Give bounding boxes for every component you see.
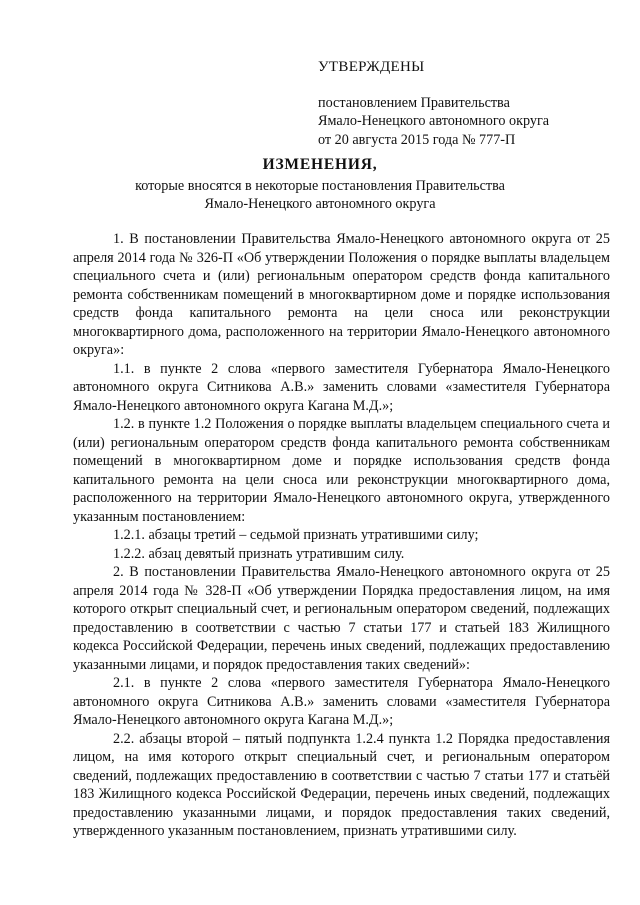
approval-line-2: Ямало-Ненецкого автономного округа: [318, 113, 550, 129]
paragraph-2-2: 2.2. абзацы второй – пятый подпункта 1.2.4 пункта 1.2 Порядка предоставления лицом, на имя которого открыт специальный счет, и региональным оператором сведений, подлежащих предоставлению в соответствии с частью 7 статьи 177 и статьёй 183 Жилищного кодекса Российской Федерации, перечень иных сведений, подлежащих предоставлению указанными лицами, и порядок предоставления таких сведений, утвержденного указанным постановлением, признать утратившими силу.: [73, 730, 610, 839]
approval-title: УТВЕРЖДЕНЫ: [318, 59, 425, 75]
document-body: [73, 230, 610, 841]
approval-line-3: от 20 августа 2015 года № 777-П: [318, 131, 516, 148]
paragraph-1-2: 1.2. в пункте 1.2 Положения о порядке выплаты владельцем специального счета и (или) региональным оператором средств фонда капитального ремонта собственникам помещений в многоквартирном доме и порядке использования средств фонда капитального ремонта на цели сноса или реконструкции многоквартирного дома, расположенного на территории Ямало-Ненецкого автономного округа, утвержденного указанным постановлением:: [73, 416, 610, 525]
paragraph-1: 1. В постановлении Правительства Ямало-Ненецкого автономного округа от 25 апреля 2014 года № 326-П «Об утверждении Положения о порядке выплаты владельцем специального счета и (или) региональным оператором средств фонда капитального ремонта собственникам помещений в многоквартирном доме и порядке использования средств фонда капитального ремонта на цели сноса или реконструкции многоквартирного дома, расположенного на территории Ямало-Ненецкого автономного округа»:: [73, 231, 610, 358]
document-subtitle-line-1: которые вносятся в некоторые постановления Правительства: [135, 177, 505, 194]
paragraph-1-1: 1.1. в пункте 2 слова «первого заместителя Губернатора Ямало-Ненецкого автономного округа Ситникова А.В.» заменить словами «заместителя Губернатора Ямало-Ненецкого автономного округа Кагана М.Д.»;: [73, 360, 610, 414]
document-subtitle-line-2: Ямало-Ненецкого автономного округа: [204, 196, 436, 212]
document-heading: [60, 156, 580, 214]
paragraph-1-2-2: 1.2.2. абзац девятый признать утратившим силу.: [113, 545, 405, 562]
paragraph-1-2-1: 1.2.1. абзацы третий – седьмой признать утратившими силу;: [113, 527, 479, 543]
approval-stamp: [318, 58, 618, 149]
document-title: ИЗМЕНЕНИЯ,: [262, 156, 378, 173]
paragraph-2-1: 2.1. в пункте 2 слова «первого заместителя Губернатора Ямало-Ненецкого автономного округа Ситникова А.В.» заменить словами «заместителя Губернатора Ямало-Ненецкого автономного округа Кагана М.Д.»;: [73, 675, 610, 728]
paragraph-2: 2. В постановлении Правительства Ямало-Ненецкого автономного округа от 25 апреля 2014 года № 328-П «Об утверждении Порядка предоставления лицом, на имя которого открыт специальный счет, и региональным оператором сведений, подлежащих предоставлению в соответствии с частью 7 статьи 177 и статьей 183 Жилищного кодекса Российской Федерации, перечень иных сведений, подлежащих предоставлению указанными лицами, и порядок предоставления таких сведений»:: [73, 564, 610, 673]
approval-line-1: постановлением Правительства: [318, 94, 510, 111]
